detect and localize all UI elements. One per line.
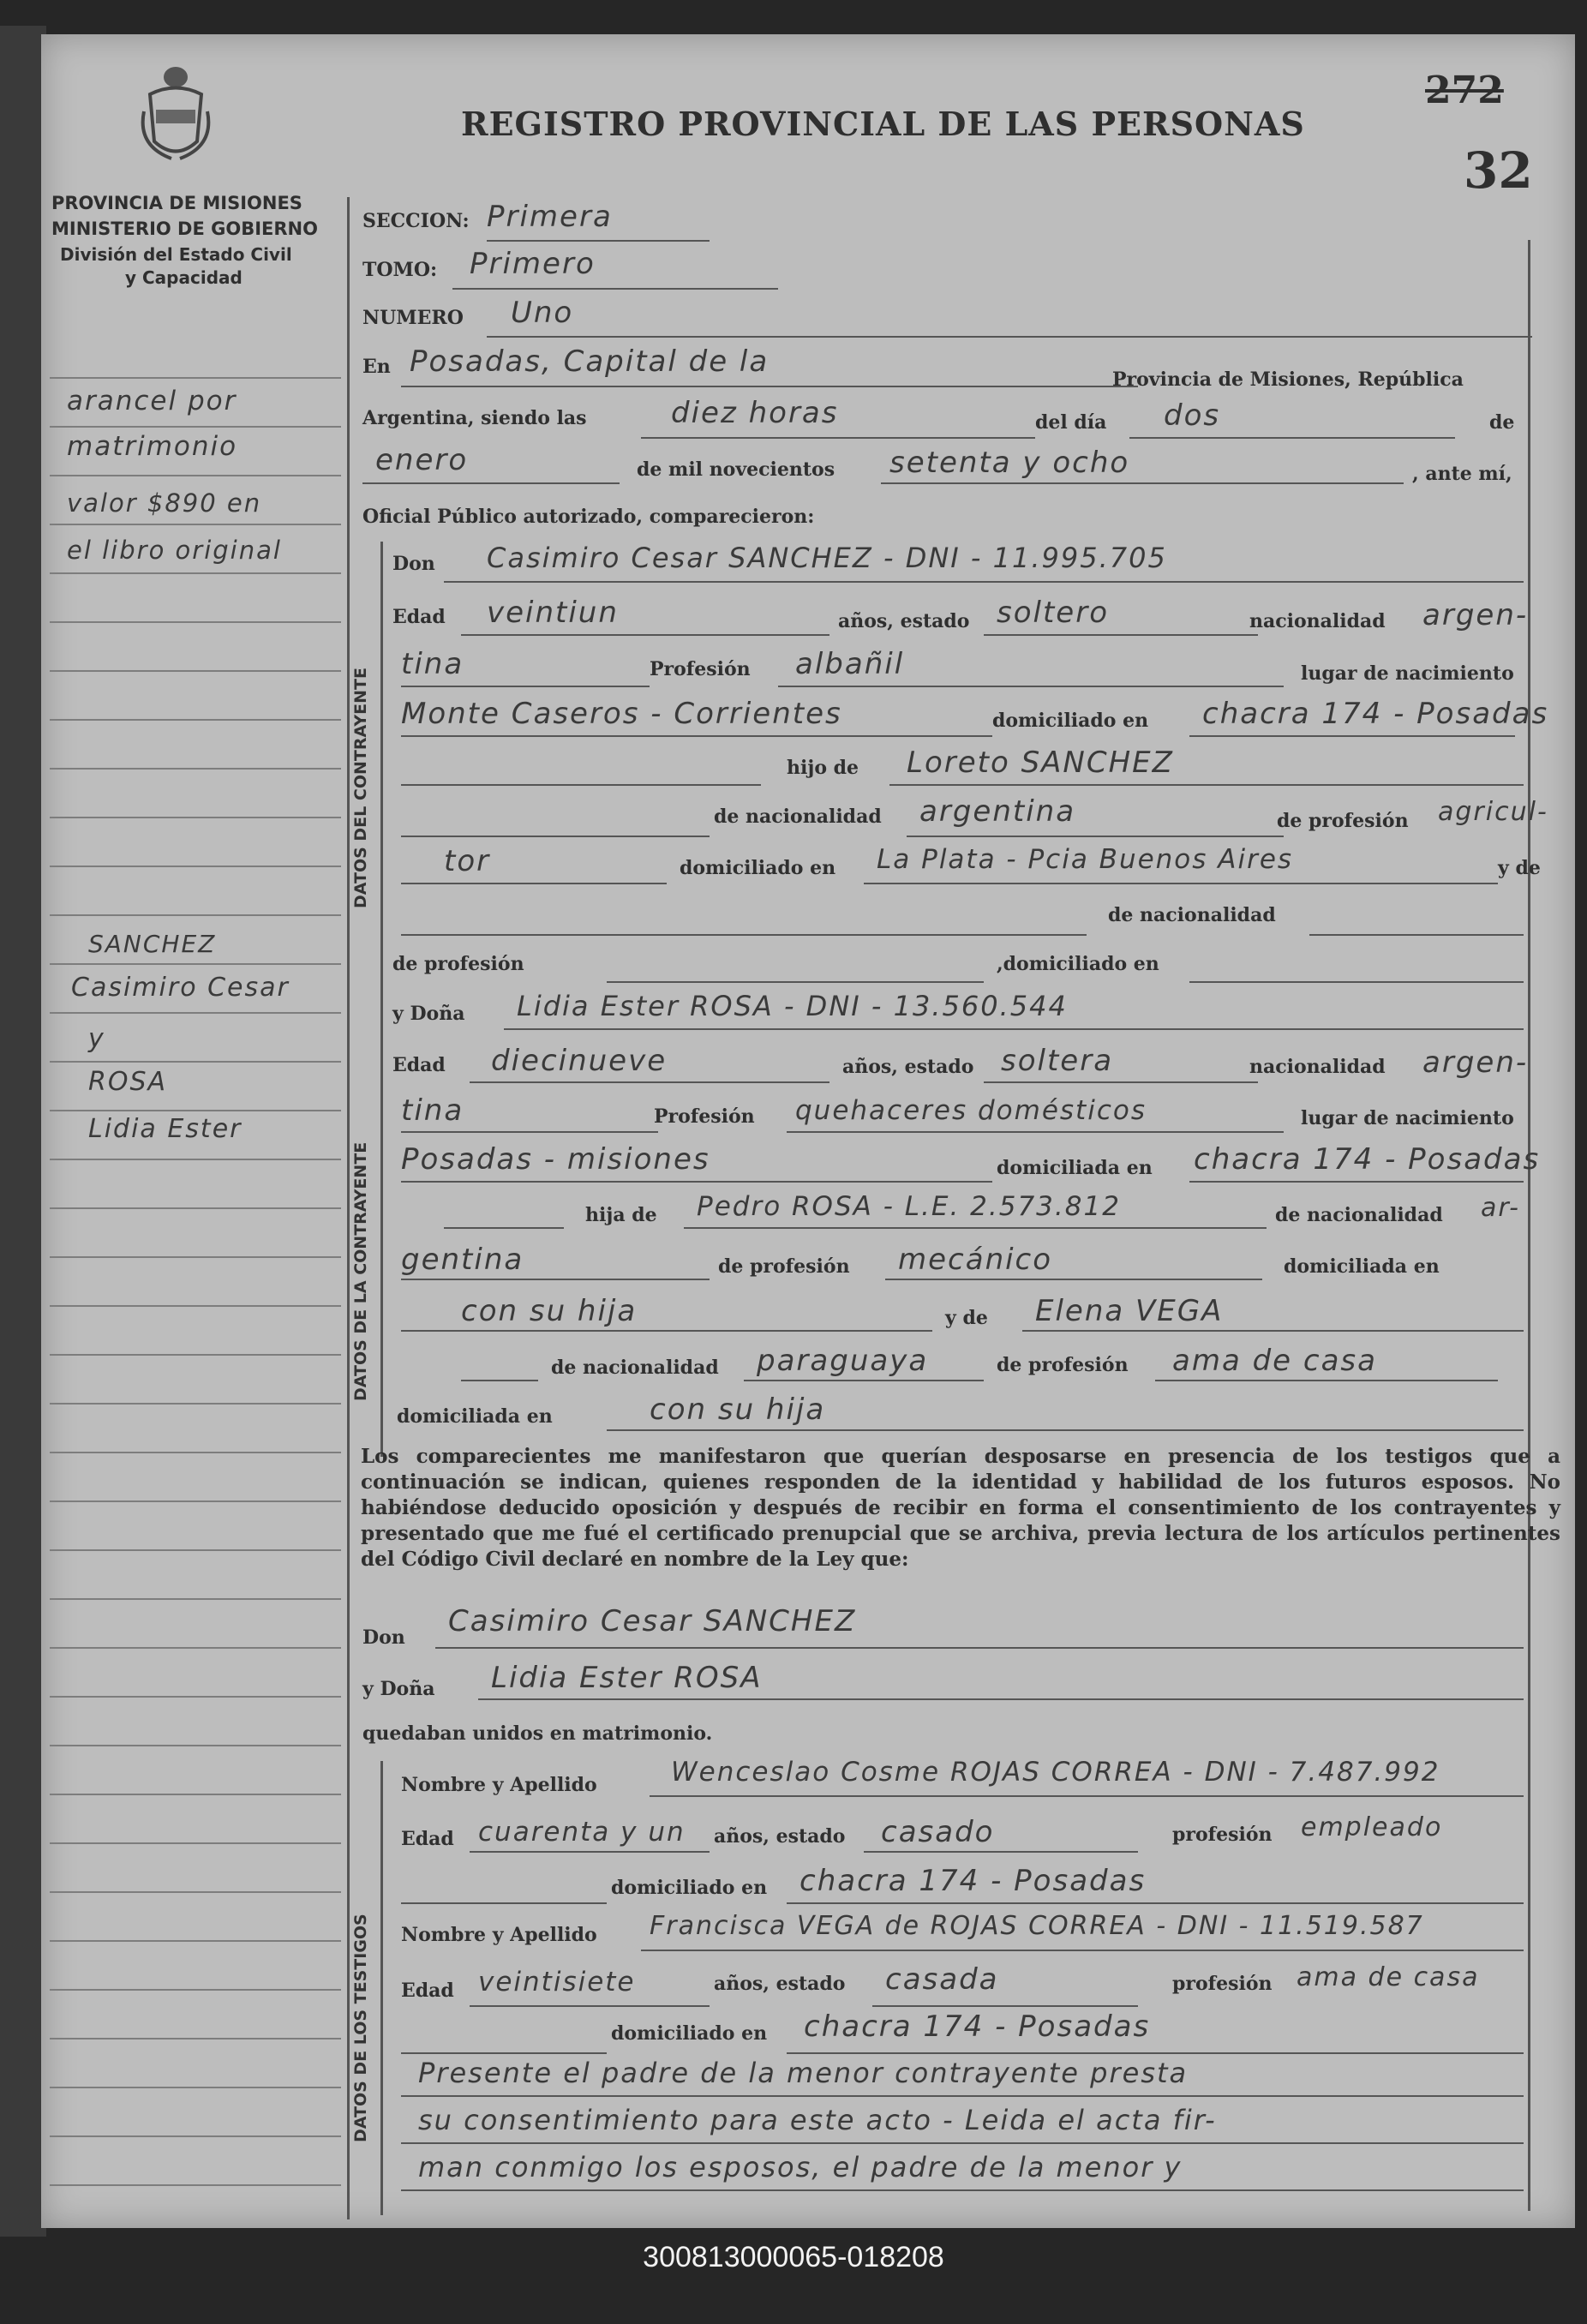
anio-line: [881, 482, 1404, 484]
anios-estado-label-f: años, estado: [842, 1056, 974, 1078]
margin-rule: [50, 2135, 341, 2137]
en-label: En: [362, 356, 391, 378]
testigos-side-label: DATOS DE LOS TESTIGOS: [351, 1914, 370, 2142]
padre-dom-value-f: con su hija: [461, 1294, 638, 1328]
margin-rule: [50, 621, 341, 623]
padre-nac-label: de nacionalidad: [714, 806, 882, 828]
margin-note-name-4: ROSA: [88, 1067, 168, 1097]
tomo-line: [452, 288, 778, 290]
dia-value: dos: [1164, 398, 1221, 433]
t2-dom-line: [787, 2052, 1524, 2054]
lugar-value: Posadas, Capital de la: [410, 344, 770, 379]
anios-estado-label: años, estado: [838, 610, 970, 632]
argentina-text: Argentina, siendo las: [362, 407, 587, 429]
madre-dom-label: ,domiciliado en: [997, 953, 1159, 975]
profesion-label: Profesión: [650, 658, 751, 680]
don-label: Don: [392, 553, 435, 575]
margin-rule: [50, 524, 341, 525]
del-dia-label: del día: [1035, 411, 1107, 434]
t1-edad-label: Edad: [401, 1828, 454, 1850]
profesion-line: [778, 686, 1284, 687]
nac-b-line: [401, 686, 650, 687]
note-line-2: [401, 2142, 1524, 2144]
document-id: 300813000065-018208: [643, 2241, 944, 2273]
padre-prof-value-a: agricul-: [1438, 797, 1548, 827]
margin-rule: [50, 1256, 341, 1258]
margin-rule: [50, 475, 341, 476]
t1-profesion-label: profesión: [1172, 1824, 1273, 1846]
authority-line-4: y Capacidad: [125, 267, 243, 288]
page-title: REGISTRO PROVINCIAL DE LAS PERSONAS: [461, 105, 1305, 143]
edad-line-f: [470, 1081, 829, 1083]
margin-rule: [50, 1110, 341, 1111]
t2-estado-value: casada: [885, 1962, 999, 1997]
edad-label: Edad: [392, 606, 446, 628]
margin-rule: [50, 1452, 341, 1453]
padre-nac-line-f: [401, 1279, 710, 1280]
decl-dona-line: [478, 1698, 1524, 1700]
folio-number: 32: [1464, 141, 1533, 200]
profesion-value-f: quehaceres domésticos: [795, 1095, 1147, 1126]
seccion-label: SECCION:: [362, 210, 470, 232]
margin-divider: [347, 197, 350, 2219]
unidos-text: quedaban unidos en matrimonio.: [362, 1722, 713, 1745]
madre-nac-line: [1309, 934, 1524, 936]
margin-note-name-1: SANCHEZ: [88, 930, 217, 958]
nacionalidad-value-b-f: tina: [401, 1093, 464, 1128]
register-page: [41, 34, 1575, 2228]
contrayente-side-label: DATOS DEL CONTRAYENTE: [351, 668, 370, 908]
testigos-bracket: [380, 1761, 383, 2215]
margin-rule: [50, 670, 341, 672]
margin-rule: [50, 914, 341, 916]
margin-rule: [50, 1989, 341, 1991]
lugar-nac-line: [401, 735, 992, 737]
seccion-line: [487, 240, 710, 242]
padre-prof-label: de profesión: [1277, 810, 1409, 832]
margin-rule: [50, 1647, 341, 1649]
decl-don-value: Casimiro Cesar SANCHEZ: [448, 1604, 857, 1638]
madre-prof-value-f: ama de casa: [1172, 1344, 1377, 1378]
t1-estado-line: [864, 1851, 1138, 1853]
ante-mi-label: , ante mí,: [1412, 463, 1512, 485]
madre-prof-label-f: de profesión: [997, 1354, 1129, 1376]
t2-estado-line: [872, 2005, 1138, 2007]
t1-dom-line: [787, 1902, 1524, 1904]
margin-note-arancel-4: el libro original: [67, 536, 282, 565]
estado-value: soltero: [997, 596, 1109, 630]
nacionalidad-value-a-f: argen-: [1422, 1045, 1529, 1080]
margin-rule: [50, 1549, 341, 1551]
mes-line: [362, 482, 620, 484]
madre-value-f: Elena VEGA: [1035, 1294, 1224, 1328]
t1-anios-label: años, estado: [714, 1825, 846, 1848]
don-line: [444, 581, 1524, 583]
nacionalidad-label: nacionalidad: [1249, 610, 1386, 632]
contrayente-bracket: [380, 542, 383, 1004]
padre-prof-line-f: [885, 1279, 1262, 1280]
book-binding: [0, 26, 46, 2237]
edad-value-f: diecinueve: [491, 1044, 668, 1078]
lugar-nac-label: lugar de nacimiento: [1301, 662, 1514, 685]
padre-nac-line: [907, 836, 1284, 837]
padre-dom-label-f: domiciliada en: [1284, 1255, 1440, 1278]
authority-line-2: MINISTERIO DE GOBIERNO: [51, 219, 318, 239]
t2-edad-label: Edad: [401, 1980, 454, 2002]
margin-rule: [50, 1159, 341, 1160]
t1-dom-label: domiciliado en: [611, 1877, 768, 1899]
tomo-value: Primero: [470, 247, 596, 281]
padre-line-f: [684, 1227, 1267, 1229]
coat-of-arms-icon: [137, 60, 214, 163]
margin-rule: [50, 1305, 341, 1307]
contrayenta-bracket: [380, 994, 383, 1457]
lugar-nac-value: Monte Caseros - Corrientes: [401, 697, 842, 731]
hija-label: hija de: [585, 1204, 657, 1226]
nacionalidad-value-b: tina: [401, 647, 464, 681]
margin-rule: [50, 1061, 341, 1063]
margin-rule: [50, 1403, 341, 1405]
madre-prof-label: de profesión: [392, 953, 524, 975]
margin-rule: [50, 866, 341, 867]
numero-line: [487, 336, 1532, 338]
t2-nombre-label: Nombre y Apellido: [401, 1924, 597, 1946]
domicilio-line: [1189, 735, 1515, 737]
t1-estado-value: casado: [881, 1815, 995, 1849]
padre-line: [889, 784, 1524, 786]
tomo-label: TOMO:: [362, 259, 438, 281]
margin-rule: [50, 1012, 341, 1014]
hijo-label: hijo de: [787, 757, 859, 779]
dona-value: Lidia Ester ROSA - DNI - 13.560.544: [517, 990, 1068, 1022]
madre-line-f: [1022, 1330, 1524, 1332]
margin-rule: [50, 963, 341, 965]
domicilio-value-f: chacra 174 - Posadas: [1194, 1142, 1541, 1177]
margin-note-name-5: Lidia Ester: [88, 1114, 243, 1144]
de-label: de: [1489, 411, 1515, 434]
padre-dom-value: La Plata - Pcia Buenos Aires: [877, 844, 1294, 875]
dona-line: [504, 1028, 1524, 1030]
madre-nac-line-f: [744, 1380, 984, 1381]
padre-nac-value-b-f: gentina: [401, 1243, 524, 1277]
folio-number-struck: 272: [1425, 69, 1504, 112]
t2-nombre-line: [641, 1950, 1524, 1951]
madre-nac-label: de nacionalidad: [1108, 904, 1276, 926]
witness-note-1: Presente el padre de la menor contrayente presta: [418, 2057, 1189, 2089]
madre-dom-line-f: [607, 1429, 1524, 1431]
domiciliado-label: domiciliado en: [992, 710, 1149, 732]
margin-note-name-2: Casimiro Cesar: [71, 973, 290, 1003]
t1-prof-value: empleado: [1301, 1812, 1443, 1842]
decl-dona-value: Lidia Ester ROSA: [491, 1661, 763, 1695]
domicilio-line-f: [1189, 1181, 1524, 1183]
nacionalidad-value-a: argen-: [1422, 598, 1529, 632]
madre-dom-line: [1189, 981, 1524, 983]
estado-line: [984, 634, 1258, 636]
profesion-line-f: [787, 1131, 1284, 1133]
note-line-1: [401, 2095, 1524, 2097]
authority-line-3: División del Estado Civil: [60, 244, 292, 265]
margin-note-arancel-3: valor $890 en: [67, 488, 262, 518]
t1-nombre-line: [650, 1795, 1524, 1797]
nacionalidad-label-f: nacionalidad: [1249, 1056, 1386, 1078]
t2-edad-value: veintisiete: [478, 1967, 636, 1998]
witness-note-3: man conmigo los esposos, el padre de la menor y: [418, 2151, 1183, 2183]
numero-label: NUMERO: [362, 307, 464, 329]
edad-label-f: Edad: [392, 1054, 446, 1076]
madre-prof-line: [607, 981, 984, 983]
seccion-value: Primera: [487, 200, 613, 234]
margin-rule: [50, 1500, 341, 1502]
don-value: Casimiro Cesar SANCHEZ - DNI - 11.995.705: [487, 542, 1167, 574]
margin-note-name-3: y: [88, 1024, 105, 1054]
padre-prof-label-f: de profesión: [718, 1255, 850, 1278]
dia-line: [1129, 437, 1455, 439]
padre-dom-label: domiciliado en: [680, 857, 836, 879]
madre-dom-label-f: domiciliada en: [397, 1405, 553, 1428]
t2-nombre-value: Francisca VEGA de ROJAS CORREA - DNI - 11.519.587: [650, 1911, 1424, 1941]
t2-edad-line: [470, 2005, 710, 2007]
t2-anios-label: años, estado: [714, 1973, 846, 1995]
provincia-text: Provincia de Misiones, República: [1112, 368, 1464, 391]
decl-don-line: [435, 1647, 1524, 1649]
madre-prof-line-f: [1155, 1380, 1498, 1381]
estado-value-f: soltera: [1001, 1044, 1114, 1078]
margin-rule: [50, 1794, 341, 1795]
margin-rule: [50, 1354, 341, 1356]
lugar-nac-label-f: lugar de nacimiento: [1301, 1107, 1514, 1129]
declaration-paragraph: Los comparecientes me manifestaron que querían desposarse en presencia de los testigos que a continuación se indican, quienes responden de la identidad y habilidad de los futuros esposos. No habiéndose deducido oposición y después de recibir en forma el consentimiento de los contrayentes y presentado que me fué el certificado prenupcial que se archiva, previa lectura de los artículos pertinentes del Código Civil declaré en nombre de la Ley que:: [361, 1445, 1560, 1571]
y-de-label: y de: [1498, 857, 1541, 879]
padre-prof-line: [401, 883, 667, 884]
margin-rule: [50, 1745, 341, 1746]
padre-nac-label-f: de nacionalidad: [1275, 1204, 1443, 1226]
padre-nac-blank-line: [401, 836, 710, 837]
margin-rule: [50, 1598, 341, 1600]
hora-value: diez horas: [671, 396, 839, 430]
margin-rule: [50, 817, 341, 818]
margin-rule: [50, 426, 341, 428]
edad-line: [461, 634, 829, 636]
t1-nombre-label: Nombre y Apellido: [401, 1774, 597, 1796]
hija-blank-line: [444, 1227, 564, 1229]
t1-nombre-value: Wenceslao Cosme ROJAS CORREA - DNI - 7.487.992: [671, 1757, 1440, 1788]
padre-dom-line: [864, 883, 1498, 884]
contrayenta-side-label: DATOS DE LA CONTRAYENTE: [351, 1141, 370, 1401]
margin-rule: [50, 1891, 341, 1893]
margin-note-arancel-2: matrimonio: [67, 431, 238, 462]
t2-prof-value: ama de casa: [1297, 1962, 1480, 1992]
anio-value: setenta y ocho: [889, 446, 1130, 480]
numero-value: Uno: [511, 296, 574, 330]
t2-dom-value: chacra 174 - Posadas: [804, 2010, 1151, 2044]
oficial-text: Oficial Público autorizado, comparecieron:: [362, 506, 815, 528]
hijo-blank-line: [401, 784, 761, 786]
madre-blank-line-f: [461, 1380, 538, 1381]
padre-prof-value-b: tor: [444, 844, 491, 878]
t1-dom-blank: [401, 1902, 607, 1904]
mes-value: enero: [375, 443, 469, 477]
padre-prof-value-f: mecánico: [898, 1243, 1053, 1277]
lugar-nac-value-f: Posadas - misiones: [401, 1142, 710, 1177]
margin-rule: [50, 1696, 341, 1698]
decl-don-label: Don: [362, 1626, 405, 1649]
t2-profesion-label: profesión: [1172, 1973, 1273, 1995]
edad-value: veintiun: [487, 596, 619, 630]
nac-b-line-f: [401, 1131, 658, 1133]
margin-rule: [50, 2038, 341, 2039]
dona-label: y Doña: [392, 1003, 465, 1025]
margin-rule: [50, 2087, 341, 2088]
madre-dom-value-f: con su hija: [650, 1393, 826, 1427]
de-mil-label: de mil novecientos: [637, 458, 835, 481]
lugar-line: [401, 386, 1138, 387]
margin-rule: [50, 1207, 341, 1209]
t2-dom-label: domiciliado en: [611, 2022, 768, 2045]
domicilio-value: chacra 174 - Posadas: [1202, 697, 1549, 731]
profesion-value: albañil: [795, 647, 905, 681]
margin-rule: [50, 719, 341, 721]
margin-rule: [50, 1842, 341, 1844]
domiciliada-label: domiciliada en: [997, 1157, 1153, 1179]
madre-blank-line: [401, 934, 1087, 936]
padre-value-f: Pedro ROSA - L.E. 2.573.812: [697, 1191, 1121, 1222]
t2-dom-blank: [401, 2052, 607, 2054]
y-de-label-f: y de: [945, 1307, 988, 1329]
madre-nac-value-f: paraguaya: [757, 1344, 929, 1378]
padre-value: Loreto SANCHEZ: [907, 746, 1174, 780]
decl-dona-label: y Doña: [362, 1678, 435, 1700]
margin-rule: [50, 2184, 341, 2186]
estado-line-f: [984, 1081, 1258, 1083]
margin-note-arancel-1: arancel por: [67, 386, 237, 416]
margin-rule: [50, 377, 341, 379]
margin-rule: [50, 572, 341, 574]
margin-rule: [50, 1940, 341, 1942]
profesion-label-f: Profesión: [654, 1105, 755, 1128]
padre-dom-line-f: [401, 1330, 932, 1332]
t1-edad-line: [470, 1851, 710, 1853]
witness-note-2: su consentimiento para este acto - Leida el acta fir-: [418, 2104, 1217, 2136]
padre-nac-value-a-f: ar-: [1481, 1193, 1520, 1223]
t1-dom-value: chacra 174 - Posadas: [799, 1864, 1147, 1898]
t1-edad-value: cuarenta y un: [478, 1817, 686, 1848]
note-line-3: [401, 2189, 1524, 2191]
padre-nac-value: argentina: [919, 794, 1076, 829]
margin-rule: [50, 768, 341, 770]
authority-line-1: PROVINCIA DE MISIONES: [51, 193, 302, 213]
madre-nac-label-f: de nacionalidad: [551, 1357, 719, 1379]
hora-line: [641, 437, 1035, 439]
right-border-1: [1528, 240, 1530, 2211]
lugar-nac-line-f: [401, 1181, 992, 1183]
